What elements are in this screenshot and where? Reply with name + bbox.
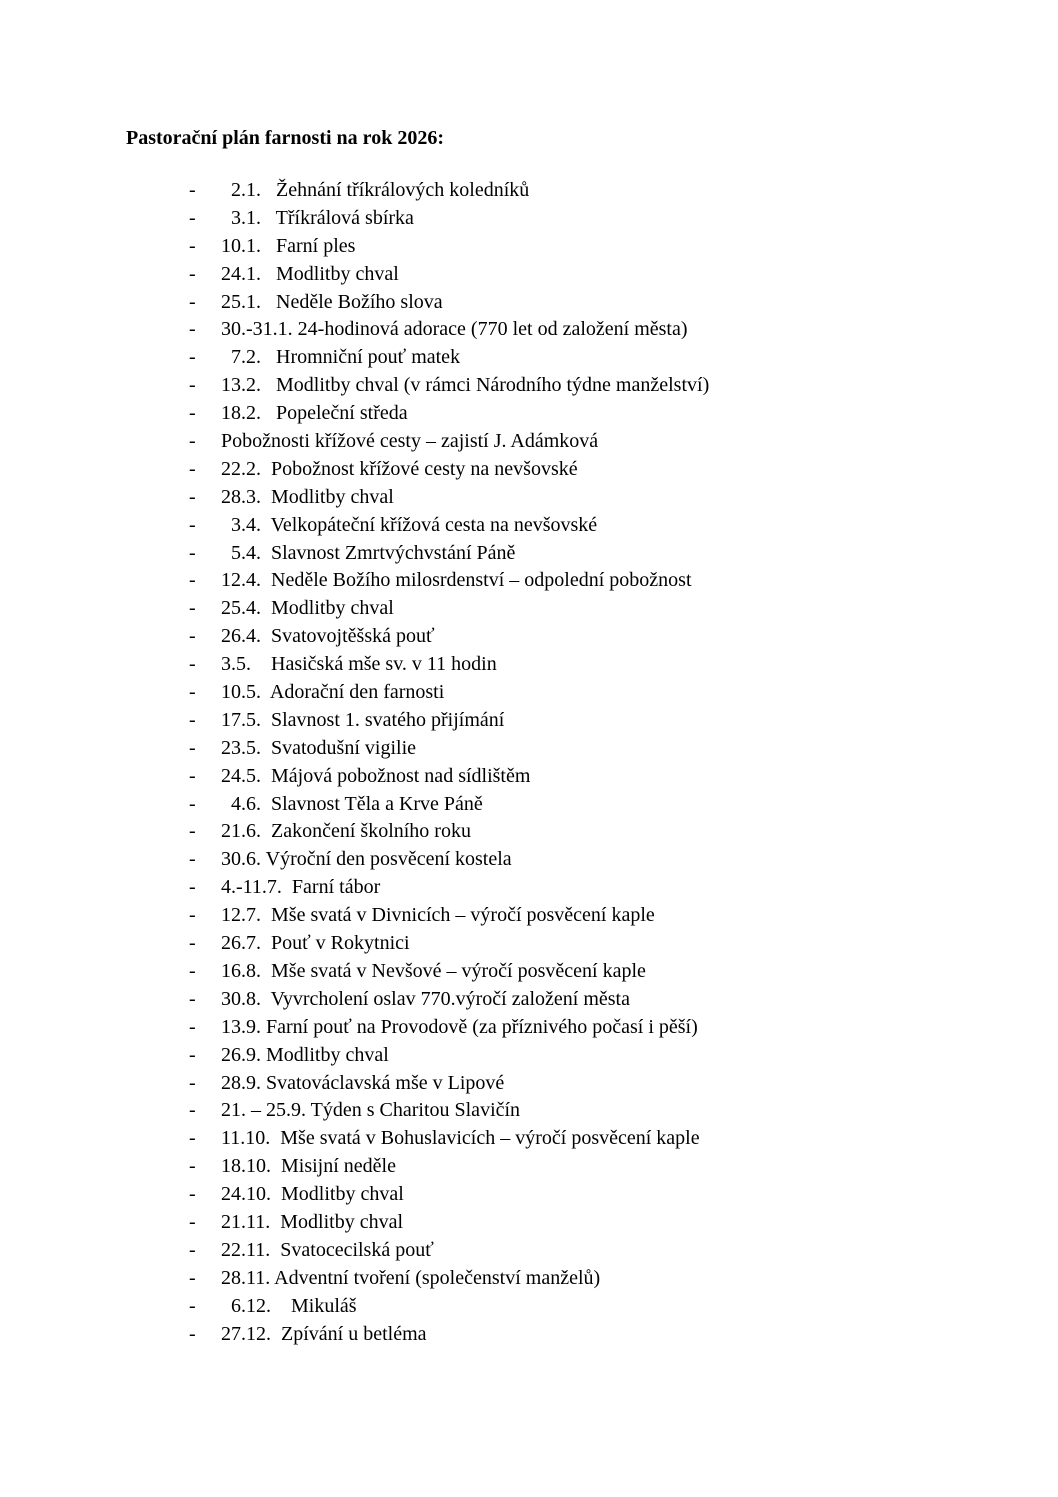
bullet-dash: - <box>189 764 196 787</box>
list-item <box>0 763 1058 791</box>
list-item <box>0 484 1058 512</box>
list-item <box>0 595 1058 623</box>
event-text: 17.5. Slavnost 1. svatého přijímání <box>221 708 505 731</box>
event-text: 27.12. Zpívání u betléma <box>221 1322 427 1345</box>
list-item <box>0 177 1058 205</box>
event-text: 24.10. Modlitby chval <box>221 1183 404 1206</box>
list-item <box>0 1181 1058 1209</box>
list-item <box>0 567 1058 595</box>
bullet-dash: - <box>189 904 196 927</box>
list-item <box>0 1237 1058 1265</box>
document-title: Pastorační plán farnosti na rok 2026: <box>126 127 444 149</box>
event-text: 2.1. Žehnání tříkrálových koledníků <box>221 179 530 201</box>
event-text: 5.4. Slavnost Zmrtvýchvstání Páně <box>221 541 516 564</box>
bullet-dash: - <box>189 625 196 648</box>
event-text: Pobožnosti křížové cesty – zajistí J. Adámková <box>221 430 599 453</box>
list-item <box>0 400 1058 428</box>
list-item <box>0 1153 1058 1181</box>
list-item <box>0 623 1058 651</box>
list-item <box>0 902 1058 930</box>
event-list <box>0 177 1058 1348</box>
list-item <box>0 1265 1058 1293</box>
bullet-dash: - <box>189 374 196 397</box>
bullet-dash: - <box>189 206 196 229</box>
event-text: 25.1. Neděle Božího slova <box>221 290 443 313</box>
bullet-dash: - <box>189 597 196 620</box>
bullet-dash: - <box>189 1155 196 1178</box>
bullet-dash: - <box>189 318 196 341</box>
bullet-dash: - <box>189 513 196 536</box>
bullet-dash: - <box>189 179 196 201</box>
event-text: 24.1. Modlitby chval <box>221 262 399 285</box>
list-item <box>0 1070 1058 1098</box>
event-text: 4.-11.7. Farní tábor <box>221 876 381 899</box>
bullet-dash: - <box>189 792 196 815</box>
bullet-dash: - <box>189 708 196 731</box>
list-item <box>0 205 1058 233</box>
event-text: 26.7. Pouť v Rokytnici <box>221 932 410 955</box>
bullet-dash: - <box>189 653 196 676</box>
event-text: 30.6. Výroční den posvěcení kostela <box>221 848 512 871</box>
event-text: 21.6. Zakončení školního roku <box>221 820 471 843</box>
list-item <box>0 1209 1058 1237</box>
bullet-dash: - <box>189 820 196 843</box>
bullet-dash: - <box>189 1015 196 1038</box>
list-item <box>0 1321 1058 1349</box>
bullet-dash: - <box>189 1127 196 1150</box>
event-text: 13.9. Farní pouť na Provodově (za příznivého počasí i pěší) <box>221 1015 698 1038</box>
bullet-dash: - <box>189 262 196 285</box>
bullet-dash: - <box>189 1210 196 1233</box>
bullet-dash: - <box>189 1238 196 1261</box>
event-text: 13.2. Modlitby chval (v rámci Národního týdne manželství) <box>221 374 710 397</box>
list-item <box>0 679 1058 707</box>
bullet-dash: - <box>189 1183 196 1206</box>
list-item <box>0 1042 1058 1070</box>
list-item <box>0 456 1058 484</box>
list-item <box>0 818 1058 846</box>
list-item <box>0 958 1058 986</box>
list-item <box>0 316 1058 344</box>
event-text: 30.-31.1. 24-hodinová adorace (770 let od založení města) <box>221 318 688 341</box>
list-item <box>0 707 1058 735</box>
event-text: 26.9. Modlitby chval <box>221 1043 389 1066</box>
bullet-dash: - <box>189 736 196 759</box>
list-item <box>0 428 1058 456</box>
event-text: 6.12. Mikuláš <box>221 1294 357 1317</box>
list-item <box>0 1097 1058 1125</box>
event-text: 10.1. Farní ples <box>221 234 356 257</box>
event-text: 22.11. Svatocecilská pouť <box>221 1238 434 1261</box>
list-item <box>0 874 1058 902</box>
event-text: 3.1. Tříkrálová sbírka <box>221 206 414 229</box>
bullet-dash: - <box>189 1071 196 1094</box>
event-text: 23.5. Svatodušní vigilie <box>221 736 416 759</box>
list-item <box>0 372 1058 400</box>
event-text: 28.11. Adventní tvoření (společenství manželů) <box>221 1266 601 1289</box>
bullet-dash: - <box>189 569 196 592</box>
bullet-dash: - <box>189 346 196 369</box>
event-text: 22.2. Pobožnost křížové cesty na nevšovské <box>221 457 578 480</box>
bullet-dash: - <box>189 876 196 899</box>
list-item <box>0 1293 1058 1321</box>
bullet-dash: - <box>189 1043 196 1066</box>
list-item <box>0 986 1058 1014</box>
bullet-dash: - <box>189 430 196 453</box>
event-text: 7.2. Hromniční pouť matek <box>221 346 461 369</box>
list-item <box>0 930 1058 958</box>
event-text: 26.4. Svatovojtěšská pouť <box>221 625 435 648</box>
event-text: 11.10. Mše svatá v Bohuslavicích – výročí posvěcení kaple <box>221 1127 700 1150</box>
list-item <box>0 540 1058 568</box>
bullet-dash: - <box>189 290 196 313</box>
bullet-dash: - <box>189 848 196 871</box>
list-item <box>0 1014 1058 1042</box>
bullet-dash: - <box>189 1266 196 1289</box>
bullet-dash: - <box>189 959 196 982</box>
list-item <box>0 261 1058 289</box>
list-item <box>0 735 1058 763</box>
bullet-dash: - <box>189 987 196 1010</box>
event-text: 21. – 25.9. Týden s Charitou Slavičín <box>221 1099 521 1122</box>
event-text: 3.4. Velkopáteční křížová cesta na nevšovské <box>221 513 598 536</box>
bullet-dash: - <box>189 485 196 508</box>
event-text: 3.5. Hasičská mše sv. v 11 hodin <box>221 653 497 676</box>
bullet-dash: - <box>189 457 196 480</box>
list-item <box>0 1125 1058 1153</box>
event-text: 24.5. Májová pobožnost nad sídlištěm <box>221 764 531 787</box>
event-text: 10.5. Adorační den farnosti <box>221 681 445 704</box>
event-text: 28.9. Svatováclavská mše v Lipové <box>221 1071 505 1094</box>
bullet-dash: - <box>189 234 196 257</box>
bullet-dash: - <box>189 681 196 704</box>
list-item <box>0 344 1058 372</box>
bullet-dash: - <box>189 1322 196 1345</box>
bullet-dash: - <box>189 932 196 955</box>
event-text: 4.6. Slavnost Těla a Krve Páně <box>221 792 483 815</box>
list-item <box>0 651 1058 679</box>
bullet-dash: - <box>189 541 196 564</box>
bullet-dash: - <box>189 1099 196 1122</box>
bullet-dash: - <box>189 402 196 425</box>
event-text: 16.8. Mše svatá v Nevšové – výročí posvěcení kaple <box>221 959 646 982</box>
event-text: 12.4. Neděle Božího milosrdenství – odpolední pobožnost <box>221 569 692 592</box>
list-item <box>0 289 1058 317</box>
list-item <box>0 512 1058 540</box>
list-item <box>0 233 1058 261</box>
event-text: 21.11. Modlitby chval <box>221 1210 404 1233</box>
event-text: 18.10. Misijní neděle <box>221 1155 396 1178</box>
event-text: 18.2. Popeleční středa <box>221 402 408 425</box>
event-text: 25.4. Modlitby chval <box>221 597 394 620</box>
bullet-dash: - <box>189 1294 196 1317</box>
event-text: 28.3. Modlitby chval <box>221 485 394 508</box>
list-item <box>0 846 1058 874</box>
list-item <box>0 791 1058 819</box>
event-text: 12.7. Mše svatá v Divnicích – výročí posvěcení kaple <box>221 904 655 927</box>
event-text: 30.8. Vyvrcholení oslav 770.výročí založení města <box>221 987 630 1010</box>
